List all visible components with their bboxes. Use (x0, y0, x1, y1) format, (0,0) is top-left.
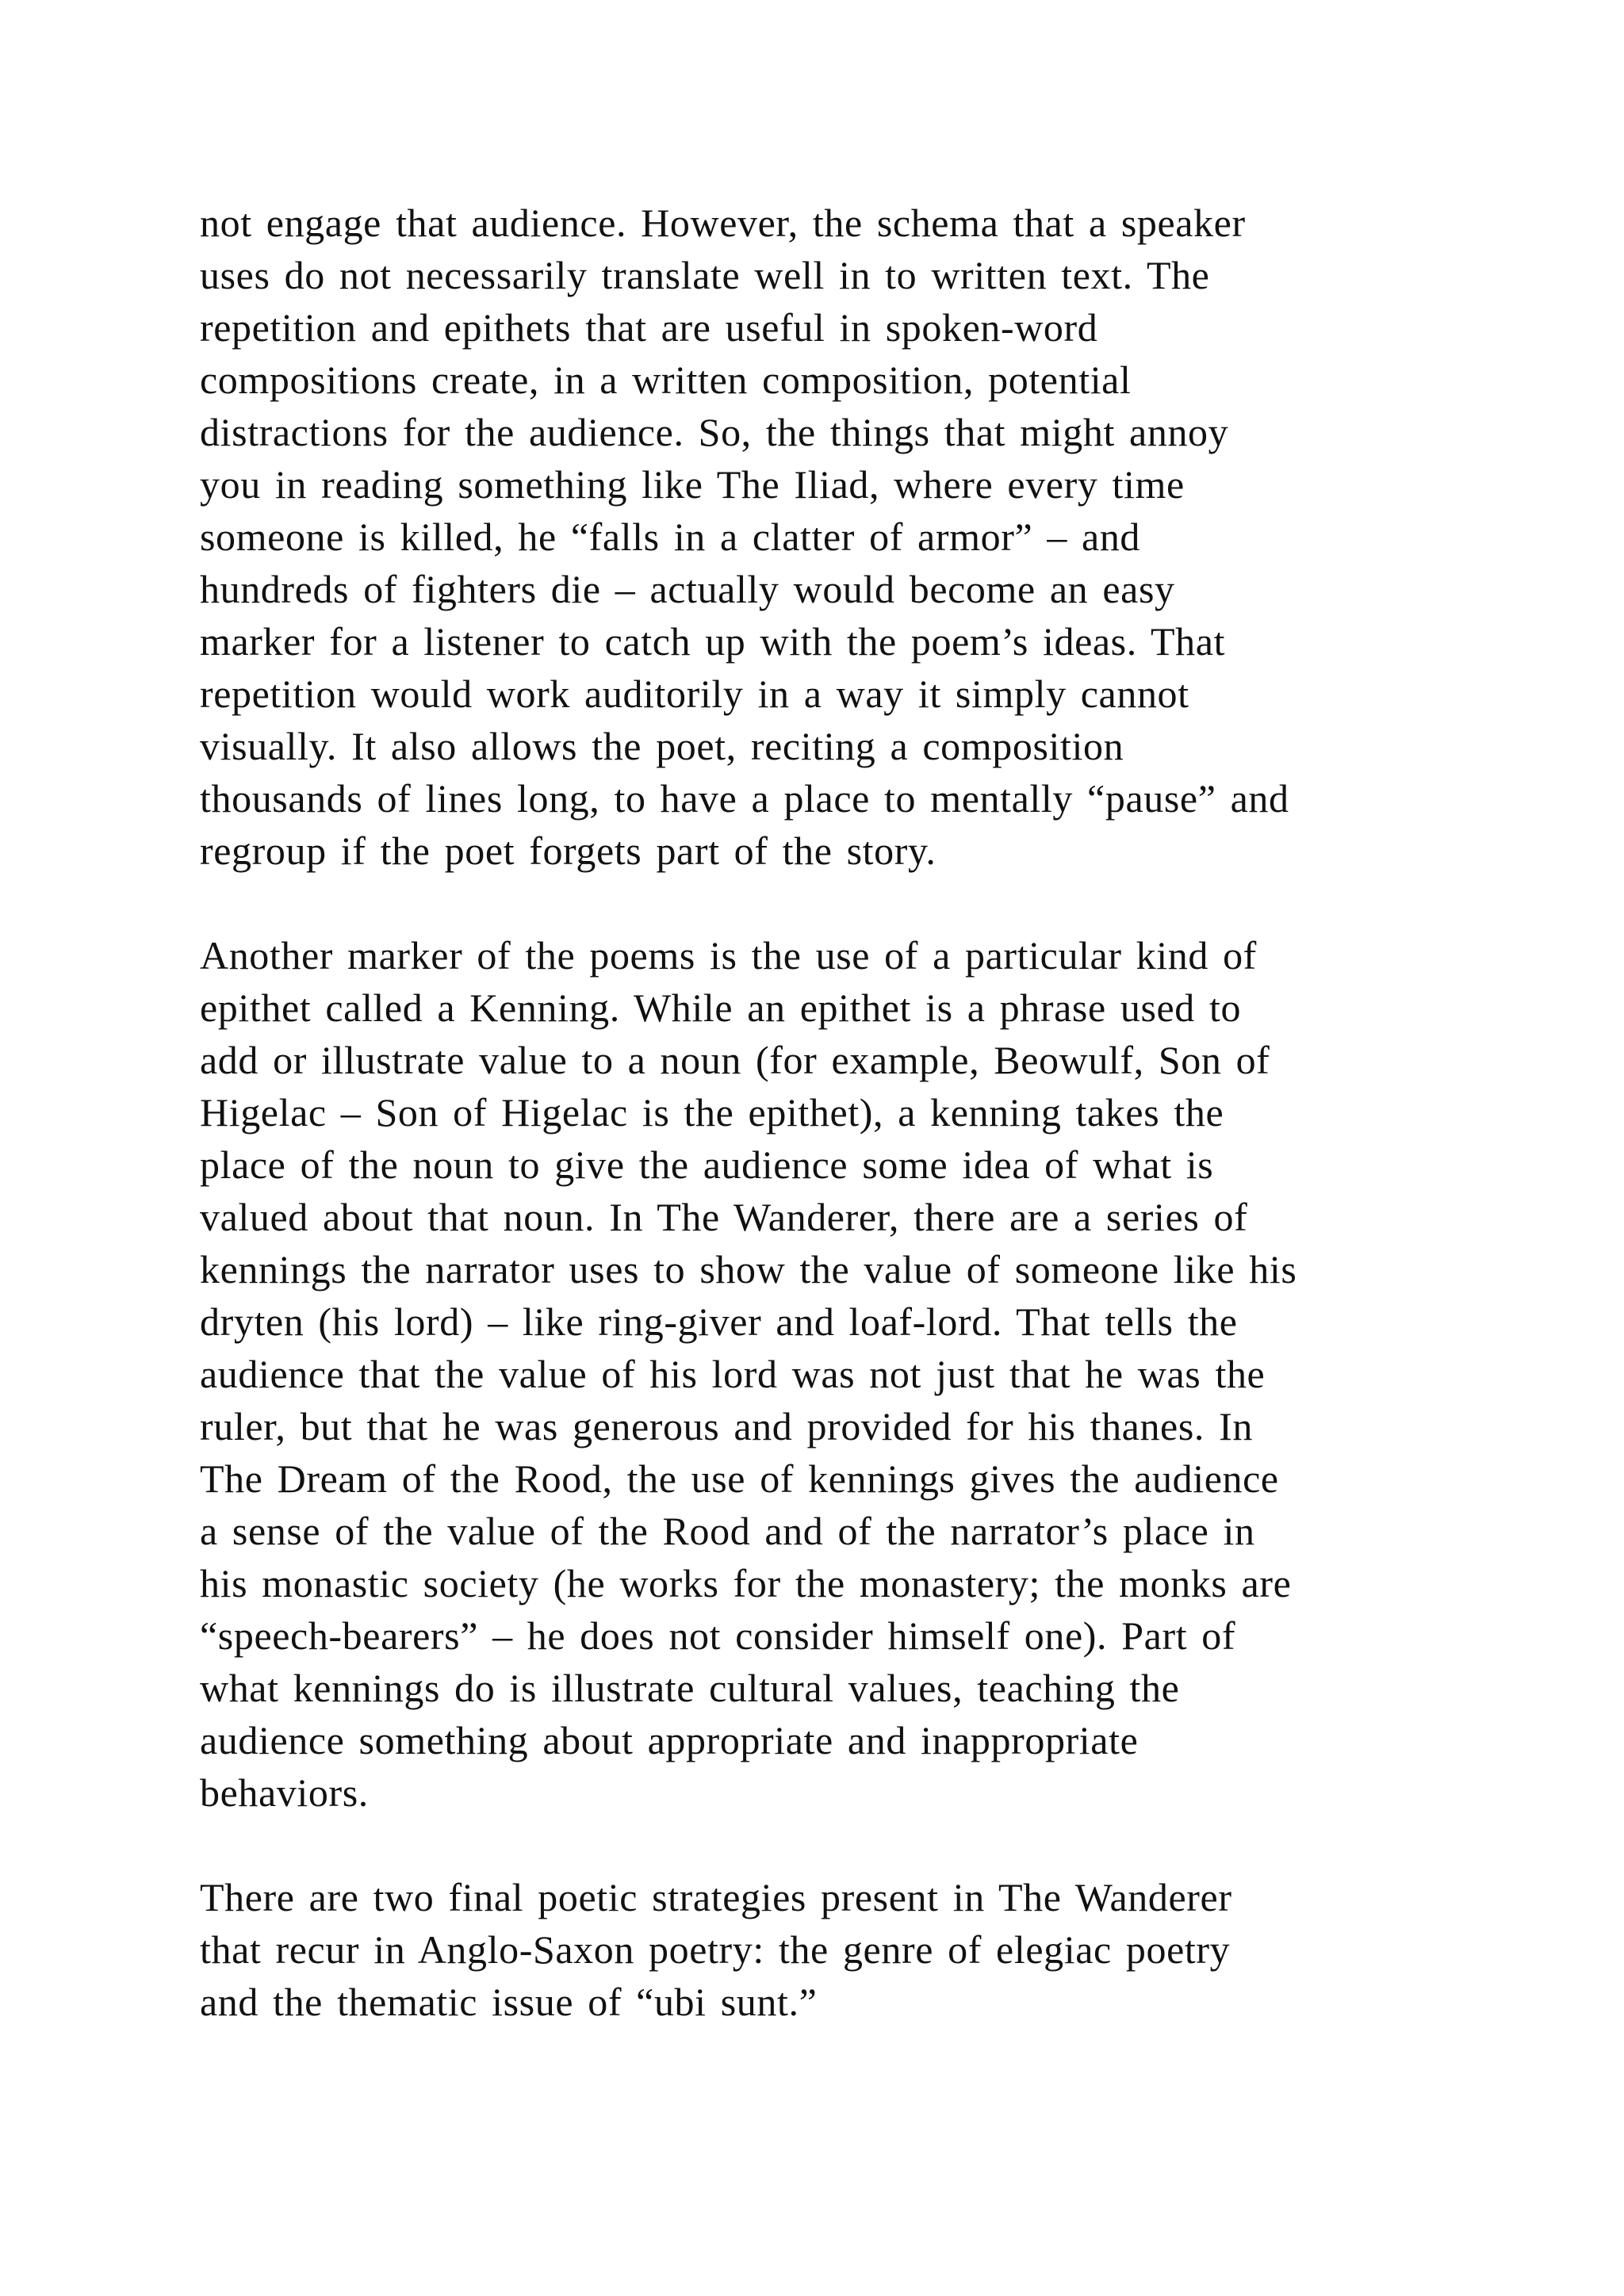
text-line: “speech-bearers” – he does not consider himself one). Part of (200, 1613, 1236, 1658)
text-line: and the thematic issue of “ubi sunt.” (200, 1980, 818, 2024)
text-line: The Dream of the Rood, the use of kennings gives the audience (200, 1456, 1279, 1501)
text-line: marker for a listener to catch up with the poem’s ideas. That (200, 619, 1226, 664)
text-line: you in reading something like The Iliad, where every time (200, 462, 1185, 507)
text-line: behaviors. (200, 1770, 369, 1815)
text-line: audience that the value of his lord was not just that he was the (200, 1352, 1266, 1396)
text-line: Higelac – Son of Higelac is the epithet), a kenning takes the (200, 1090, 1224, 1135)
paragraph-kennings (200, 929, 1516, 1819)
text-line: uses do not necessarily translate well in to written text. The (200, 253, 1210, 297)
document-body (200, 197, 1516, 2080)
text-line: what kennings do is illustrate cultural values, teaching the (200, 1666, 1180, 1710)
text-line: not engage that audience. However, the schema that a speaker (200, 201, 1246, 245)
text-line: visually. It also allows the poet, reciting a composition (200, 724, 1124, 768)
text-line: distractions for the audience. So, the things that might annoy (200, 410, 1229, 454)
text-line: someone is killed, he “falls in a clatter of armor” – and (200, 515, 1141, 559)
text-line: hundreds of fighters die – actually would become an easy (200, 567, 1175, 611)
text-line: regroup if the poet forgets part of the story. (200, 828, 936, 873)
text-line: dryten (his lord) – like ring-giver and loaf-lord. That tells the (200, 1299, 1238, 1344)
text-line: There are two final poetic strategies present in The Wanderer (200, 1875, 1232, 1919)
text-line: repetition would work auditorily in a way it simply cannot (200, 672, 1189, 716)
text-line: place of the noun to give the audience some idea of what is (200, 1142, 1214, 1187)
text-line: add or illustrate value to a noun (for example, Beowulf, Son of (200, 1038, 1270, 1082)
text-line: thousands of lines long, to have a place to mentally “pause” and (200, 776, 1289, 821)
text-line: valued about that noun. In The Wanderer, there are a series of (200, 1195, 1248, 1239)
paragraph-final-strategies (200, 1871, 1516, 2028)
text-line: that recur in Anglo-Saxon poetry: the genre of elegiac poetry (200, 1927, 1231, 1972)
text-line: repetition and epithets that are useful in spoken-word (200, 305, 1098, 350)
text-line: a sense of the value of the Rood and of the narrator’s place in (200, 1509, 1255, 1553)
text-line: kennings the narrator uses to show the value of someone like his (200, 1247, 1297, 1292)
text-line: epithet called a Kenning. While an epithet is a phrase used to (200, 985, 1242, 1030)
text-line: Another marker of the poems is the use of a particular kind of (200, 933, 1257, 978)
text-line: ruler, but that he was generous and provided for his thanes. In (200, 1404, 1253, 1448)
text-line: audience something about appropriate and inappropriate (200, 1718, 1139, 1762)
text-line: his monastic society (he works for the monastery; the monks are (200, 1561, 1292, 1605)
text-line: compositions create, in a written composition, potential (200, 358, 1132, 402)
paragraph-oral-repetition (200, 197, 1516, 877)
